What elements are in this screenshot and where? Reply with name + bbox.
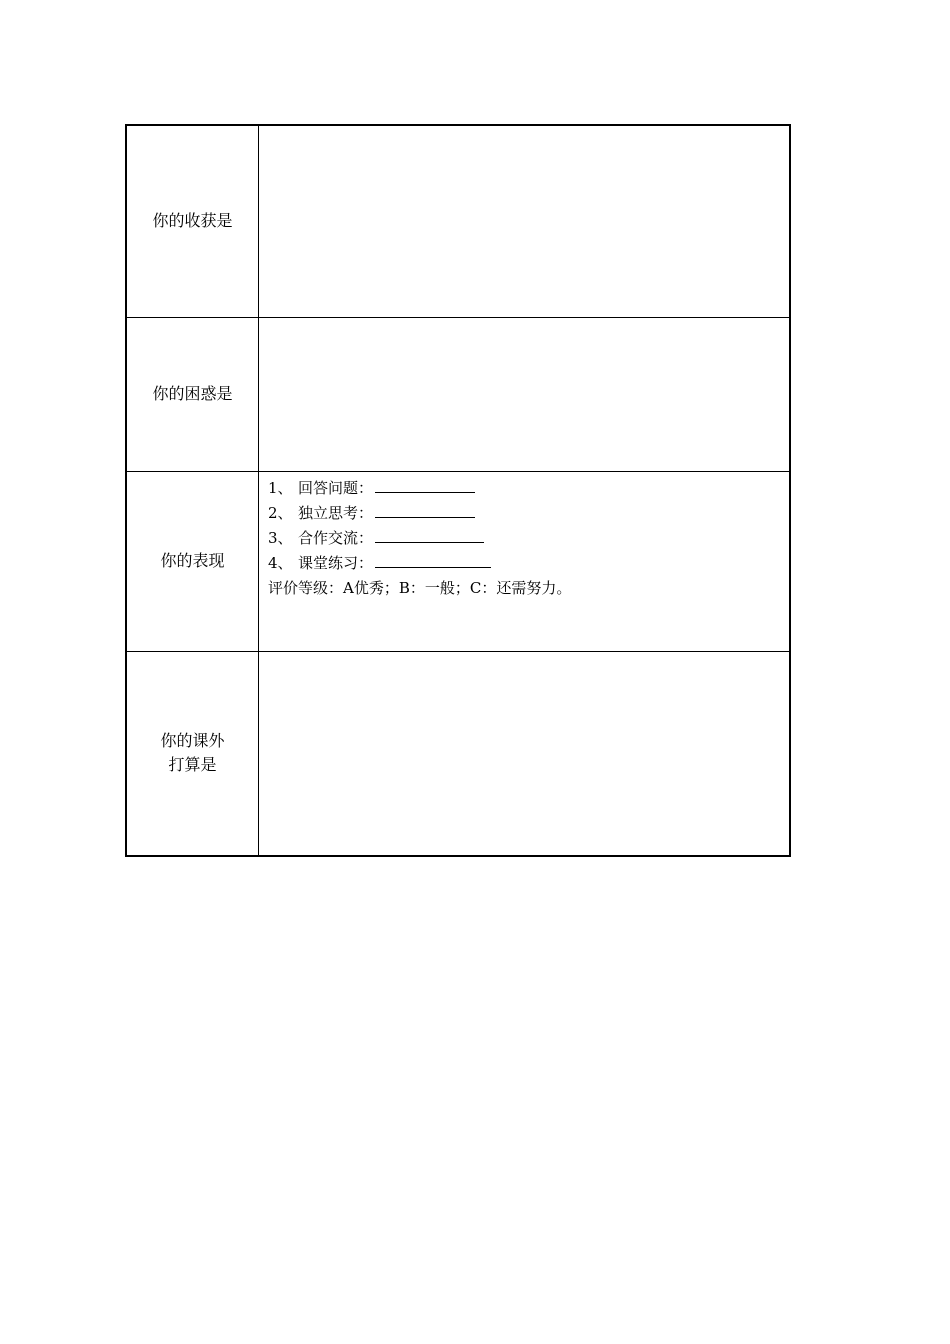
- list-item: [268, 551, 789, 576]
- item-label: 合作交流：: [298, 528, 374, 547]
- list-item: [268, 526, 789, 551]
- performance-label: 你的表现: [126, 471, 259, 651]
- list-item: [268, 476, 789, 501]
- gains-label: 你的收获是: [126, 125, 259, 317]
- table-row-plans: [126, 651, 790, 856]
- plans-label-line2: 打算是: [168, 755, 217, 775]
- gains-answer-area[interactable]: [259, 125, 791, 317]
- item-label: 回答问题：: [298, 478, 374, 497]
- item-label: 独立思考：: [298, 503, 374, 522]
- item-number: 2、: [268, 503, 293, 522]
- item-number: 1、: [268, 478, 293, 497]
- item-number: 3、: [268, 528, 293, 547]
- table-row-doubts: [126, 317, 790, 471]
- table-row-performance: [126, 471, 790, 651]
- list-item: [268, 501, 789, 526]
- table-row-gains: [126, 125, 790, 317]
- item-label: 课堂练习：: [298, 553, 374, 572]
- answer-blank[interactable]: [375, 526, 484, 543]
- self-reflection-table: [125, 124, 791, 857]
- item-number: 4、: [268, 553, 293, 572]
- answer-blank[interactable]: [375, 551, 491, 568]
- performance-area: [259, 471, 791, 651]
- plans-label: [126, 651, 259, 856]
- doubts-answer-area[interactable]: [259, 317, 791, 471]
- plans-answer-area[interactable]: [259, 651, 791, 856]
- answer-blank[interactable]: [375, 476, 475, 493]
- answer-blank[interactable]: [375, 501, 475, 518]
- doubts-label: 你的困惑是: [126, 317, 259, 471]
- plans-label-line1: 你的课外: [160, 731, 225, 751]
- grading-legend: 评价等级：A优秀；B：一般；C：还需努力。: [268, 578, 572, 597]
- performance-list: [259, 472, 789, 601]
